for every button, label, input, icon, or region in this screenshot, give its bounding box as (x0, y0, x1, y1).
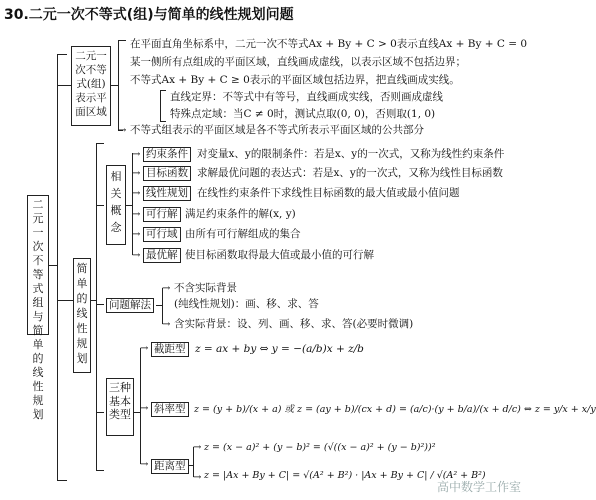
type-label-1: 截距型 (151, 342, 189, 357)
concept-desc-6: 使目标函数取得最大值或最小值的可行解 (185, 249, 374, 261)
region-line-1: 在平面直角坐标系中，二元一次不等式Ax + By + C > 0表示直线Ax + By + C = 0 (130, 38, 528, 50)
type-label-3: 距离型 (151, 459, 189, 474)
type-formula-3a: z = (x − a)² + (y − b)² = (√((x − a)² + (y − b)²))² (204, 442, 436, 453)
root-box-label: 二元一次不等式组与简单的线性规划 (32, 198, 44, 421)
region-box (71, 46, 111, 126)
concept-desc-5: 由所有可行解组成的集合 (185, 228, 301, 240)
concept-desc-3: 在线性约束条件下求线性目标函数的最大值或最小值问题 (197, 187, 460, 199)
concept-box (106, 165, 126, 245)
boundary-line-1: 直线定界：不等式中有等号，直线画成实线，否则画成虚线 (170, 91, 443, 103)
region-line-3: 不等式Ax + By + C ≥ 0表示的平面区域包括边界，把直线画成实线。 (130, 74, 460, 86)
page-title: 30.二元一次不等式(组)与简单的线性规划问题 (4, 7, 294, 23)
lp-box-label: 简单的线性规划 (76, 262, 88, 365)
concept-desc-2: 求解最优问题的表达式：若是x、y的一次式，又称为线性目标函数 (197, 167, 503, 179)
method-line-2: (纯线性规划)：画、移、求、答 (174, 298, 319, 310)
type-formula-2: z = (y + b)/(x + a) 或 z = (ay + b)/(cx + d) = (a/c)·(y + b/a)/(x + d/c) ⇔ z = y/x + x/y (194, 404, 596, 415)
type-formula-1: z = ax + by ⇔ y = −(a/b)x + z/b (195, 343, 364, 355)
types-box (106, 378, 134, 436)
types-box-label: 三种基本类型 (109, 381, 131, 421)
boundary-line-2: 特殊点定域：当C ≠ 0时，测试点取(0, 0)，否则取(1, 0) (170, 108, 436, 120)
concept-label-3: 线性规划 (143, 186, 191, 201)
concept-label-6: 最优解 (143, 248, 181, 263)
concept-desc-4: 满足约束条件的解(x, y) (185, 208, 296, 220)
concept-label-5: 可行域 (143, 227, 181, 242)
region-line-2: 某一侧所有点组成的平面区域，直线画成虚线，以表示区域不包括边界； (130, 56, 466, 68)
method-box: 问题解法 (106, 298, 154, 313)
lp-box (73, 258, 91, 373)
system-region-text: 不等式组表示的平面区域是各不等式所表示平面区域的公共部分 (130, 124, 424, 136)
concept-label-1: 约束条件 (143, 147, 191, 162)
concept-box-label: 相关概念 (110, 170, 122, 234)
watermark: 高中数学工作室 (436, 480, 521, 494)
type-formula-3b: z = |Ax + By + C| = √(A² + B²) · |Ax + By + C| / √(A² + B²) (204, 470, 486, 481)
concept-label-4: 可行解 (143, 207, 181, 222)
concept-label-2: 目标函数 (143, 166, 191, 181)
root-box (27, 195, 49, 421)
region-box-label: 二元一次不等式(组)表示平面区域 (75, 50, 107, 118)
concept-desc-1: 对变量x、y的限制条件：若是x、y的一次式，又称为线性约束条件 (197, 148, 505, 160)
method-line-3: 含实际背景：设、列、画、移、求、答(必要时微调) (174, 318, 414, 330)
type-label-2: 斜率型 (151, 402, 189, 417)
method-line-1: 不含实际背景 (174, 282, 237, 294)
